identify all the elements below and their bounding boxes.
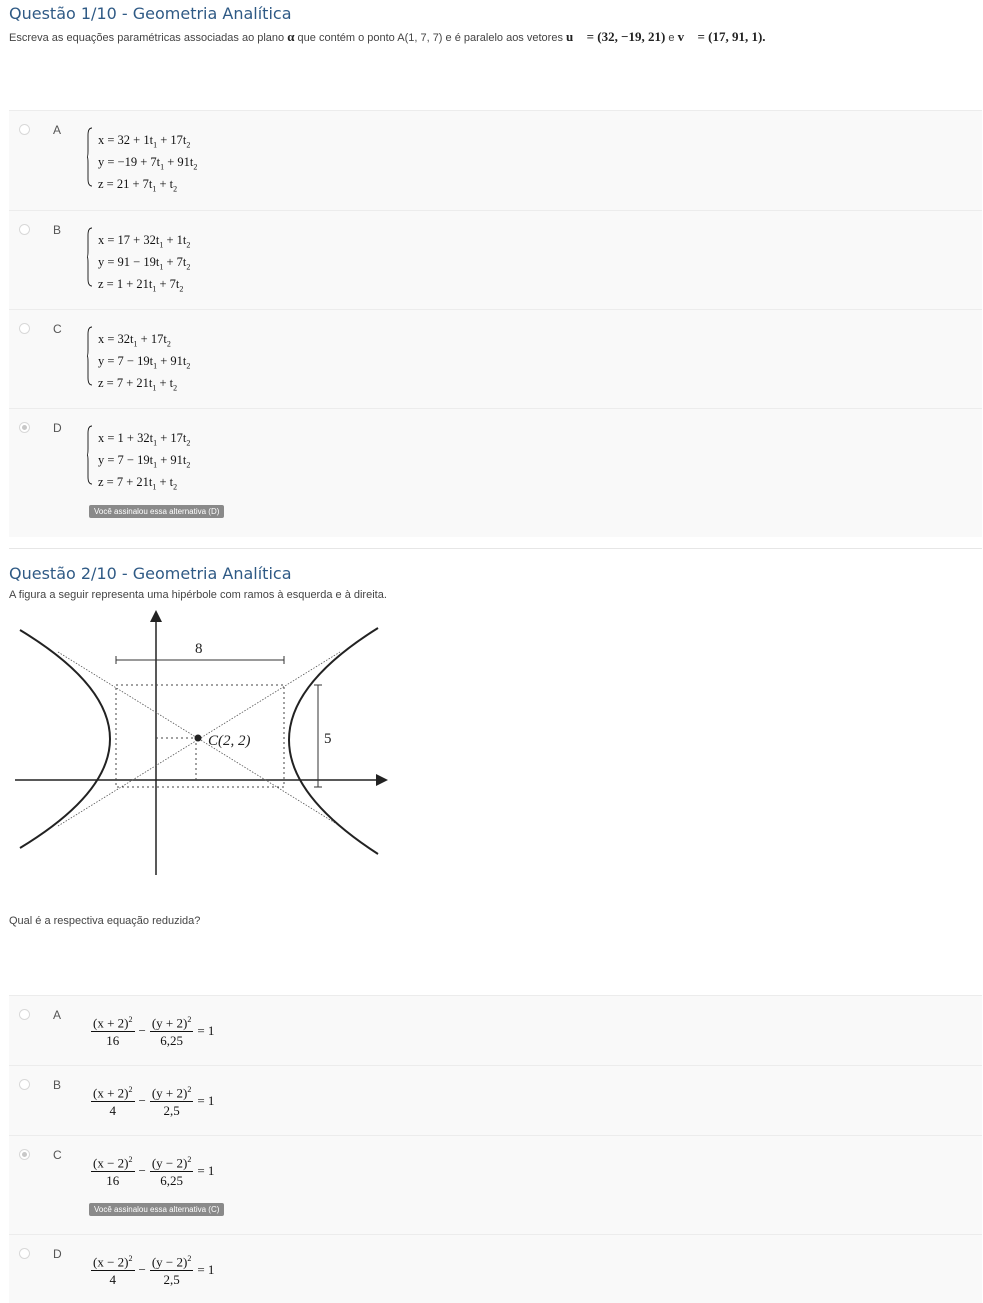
equation-line: $y = 7 - 19t_1 + 91t_2$ [98, 453, 191, 470]
parametric-system [87, 427, 191, 493]
selected-answer-badge: Você assinalou essa alternativa (C) [89, 1203, 224, 1216]
q2-option-letter: D [53, 1247, 62, 1261]
question-divider [9, 548, 982, 549]
fraction-y: $\frac{(y + 2)^2}{6,25}$ [150, 1012, 194, 1049]
reduced-equation: $\frac{(x - 2)^2}{4}$ − $\frac{(y - 2)^2}{2,5}$ = 1 [89, 1251, 216, 1288]
equation-line: $z = 21 + 7t_1 + t_2$ [98, 177, 178, 194]
parametric-system [87, 328, 191, 394]
equation-line: $x = 17 + 32t_1 + 1t_2$ [98, 233, 191, 250]
alpha-symbol: α [287, 29, 295, 44]
equation-line: $y = 91 - 19t_1 + 7t_2$ [98, 255, 191, 272]
equation-line: $y = -19 + 7t_1 + 91t_2$ [98, 155, 198, 172]
equation-line: $x = 32t_1 + 17t_2$ [98, 332, 171, 349]
equation-line: $x = 1 + 32t_1 + 17t_2$ [98, 431, 191, 448]
vector-u: u⃗ = (32, −19, 21) [566, 29, 666, 44]
vector-v: v⃗ = (17, 91, 1). [677, 29, 766, 44]
q1-option-a[interactable] [9, 110, 982, 211]
question-2-prompt: Qual é a respectiva equação reduzida? [9, 915, 201, 927]
q2-option-letter: A [53, 1008, 62, 1022]
q2-option-radio[interactable] [19, 1009, 30, 1020]
q2-option-letter: B [53, 1078, 62, 1092]
selected-answer-badge: Você assinalou essa alternativa (D) [89, 505, 224, 518]
q2-option-letter: C [53, 1148, 62, 1162]
equation-line: $z = 1 + 21t_1 + 7t_2$ [98, 277, 184, 294]
center-point [195, 735, 202, 742]
fraction-x: $\frac{(x + 2)^2}{16}$ [91, 1012, 135, 1049]
q1-option-radio[interactable] [19, 422, 30, 433]
q2-option-b[interactable] [9, 1065, 982, 1136]
fraction-y: $\frac{(y - 2)^2}{6,25}$ [150, 1152, 194, 1189]
q2-option-radio[interactable] [19, 1149, 30, 1160]
equation-line: $x = 32 + 1t_1 + 17t_2$ [98, 133, 191, 150]
q2-option-radio[interactable] [19, 1248, 30, 1259]
q1-option-letter: C [53, 322, 62, 336]
left-brace-icon [87, 326, 93, 386]
left-brace-icon [87, 227, 93, 287]
parametric-system [87, 129, 198, 195]
q1-option-radio[interactable] [19, 323, 30, 334]
width-label: 8 [195, 641, 203, 657]
equation-line: $y = 7 - 19t_1 + 91t_2$ [98, 354, 191, 371]
hyperbola-right-branch [289, 628, 378, 854]
left-brace-icon [87, 425, 93, 485]
q1-option-radio[interactable] [19, 124, 30, 135]
question-1-statement: Escreva as equações paramétricas associadas ao plano α que contém o ponto A(1, 7, 7) e é paralelo aos vetores u⃗ = (32, −19, 21) e v⃗ = (17, 91, 1). [9, 29, 766, 44]
hyperbola-left-branch [20, 630, 110, 848]
q2-option-radio[interactable] [19, 1079, 30, 1090]
equation-line: $z = 7 + 21t_1 + t_2$ [98, 475, 178, 492]
q1-option-b[interactable] [9, 210, 982, 310]
reduced-equation: $\frac{(x + 2)^2}{16}$ − $\frac{(y + 2)^2}{6,25}$ = 1 [89, 1012, 216, 1049]
height-label: 5 [324, 731, 332, 747]
q1-option-letter: B [53, 223, 62, 237]
equation-line: $z = 7 + 21t_1 + t_2$ [98, 376, 178, 393]
question-2-statement: A figura a seguir representa uma hipérbole com ramos à esquerda e à direita. [9, 589, 387, 601]
fraction-y: $\frac{(y - 2)^2}{2,5}$ [150, 1251, 194, 1288]
reduced-equation: $\frac{(x - 2)^2}{16}$ − $\frac{(y - 2)^2}{6,25}$ = 1 [89, 1152, 216, 1189]
parametric-system [87, 229, 191, 295]
question-2-title: Questão 2/10 - Geometria Analítica [9, 564, 292, 583]
fraction-x: $\frac{(x - 2)^2}{4}$ [91, 1251, 135, 1288]
q1-option-letter: A [53, 123, 62, 137]
q1-option-radio[interactable] [19, 224, 30, 235]
hyperbola-figure [10, 610, 390, 880]
q2-option-d[interactable] [9, 1234, 982, 1303]
fraction-x: $\frac{(x - 2)^2}{16}$ [91, 1152, 135, 1189]
reduced-equation: $\frac{(x + 2)^2}{4}$ − $\frac{(y + 2)^2}{2,5}$ = 1 [89, 1082, 216, 1119]
q2-option-c[interactable] [9, 1135, 982, 1235]
q2-option-a[interactable] [9, 995, 982, 1066]
fraction-x: $\frac{(x + 2)^2}{4}$ [91, 1082, 135, 1119]
q1-option-letter: D [53, 421, 62, 435]
left-brace-icon [87, 127, 93, 187]
center-label: C(2, 2) [208, 733, 251, 749]
q1-option-c[interactable] [9, 309, 982, 409]
q1-option-d[interactable] [9, 408, 982, 537]
fraction-y: $\frac{(y + 2)^2}{2,5}$ [150, 1082, 194, 1119]
question-1-title: Questão 1/10 - Geometria Analítica [9, 4, 292, 23]
